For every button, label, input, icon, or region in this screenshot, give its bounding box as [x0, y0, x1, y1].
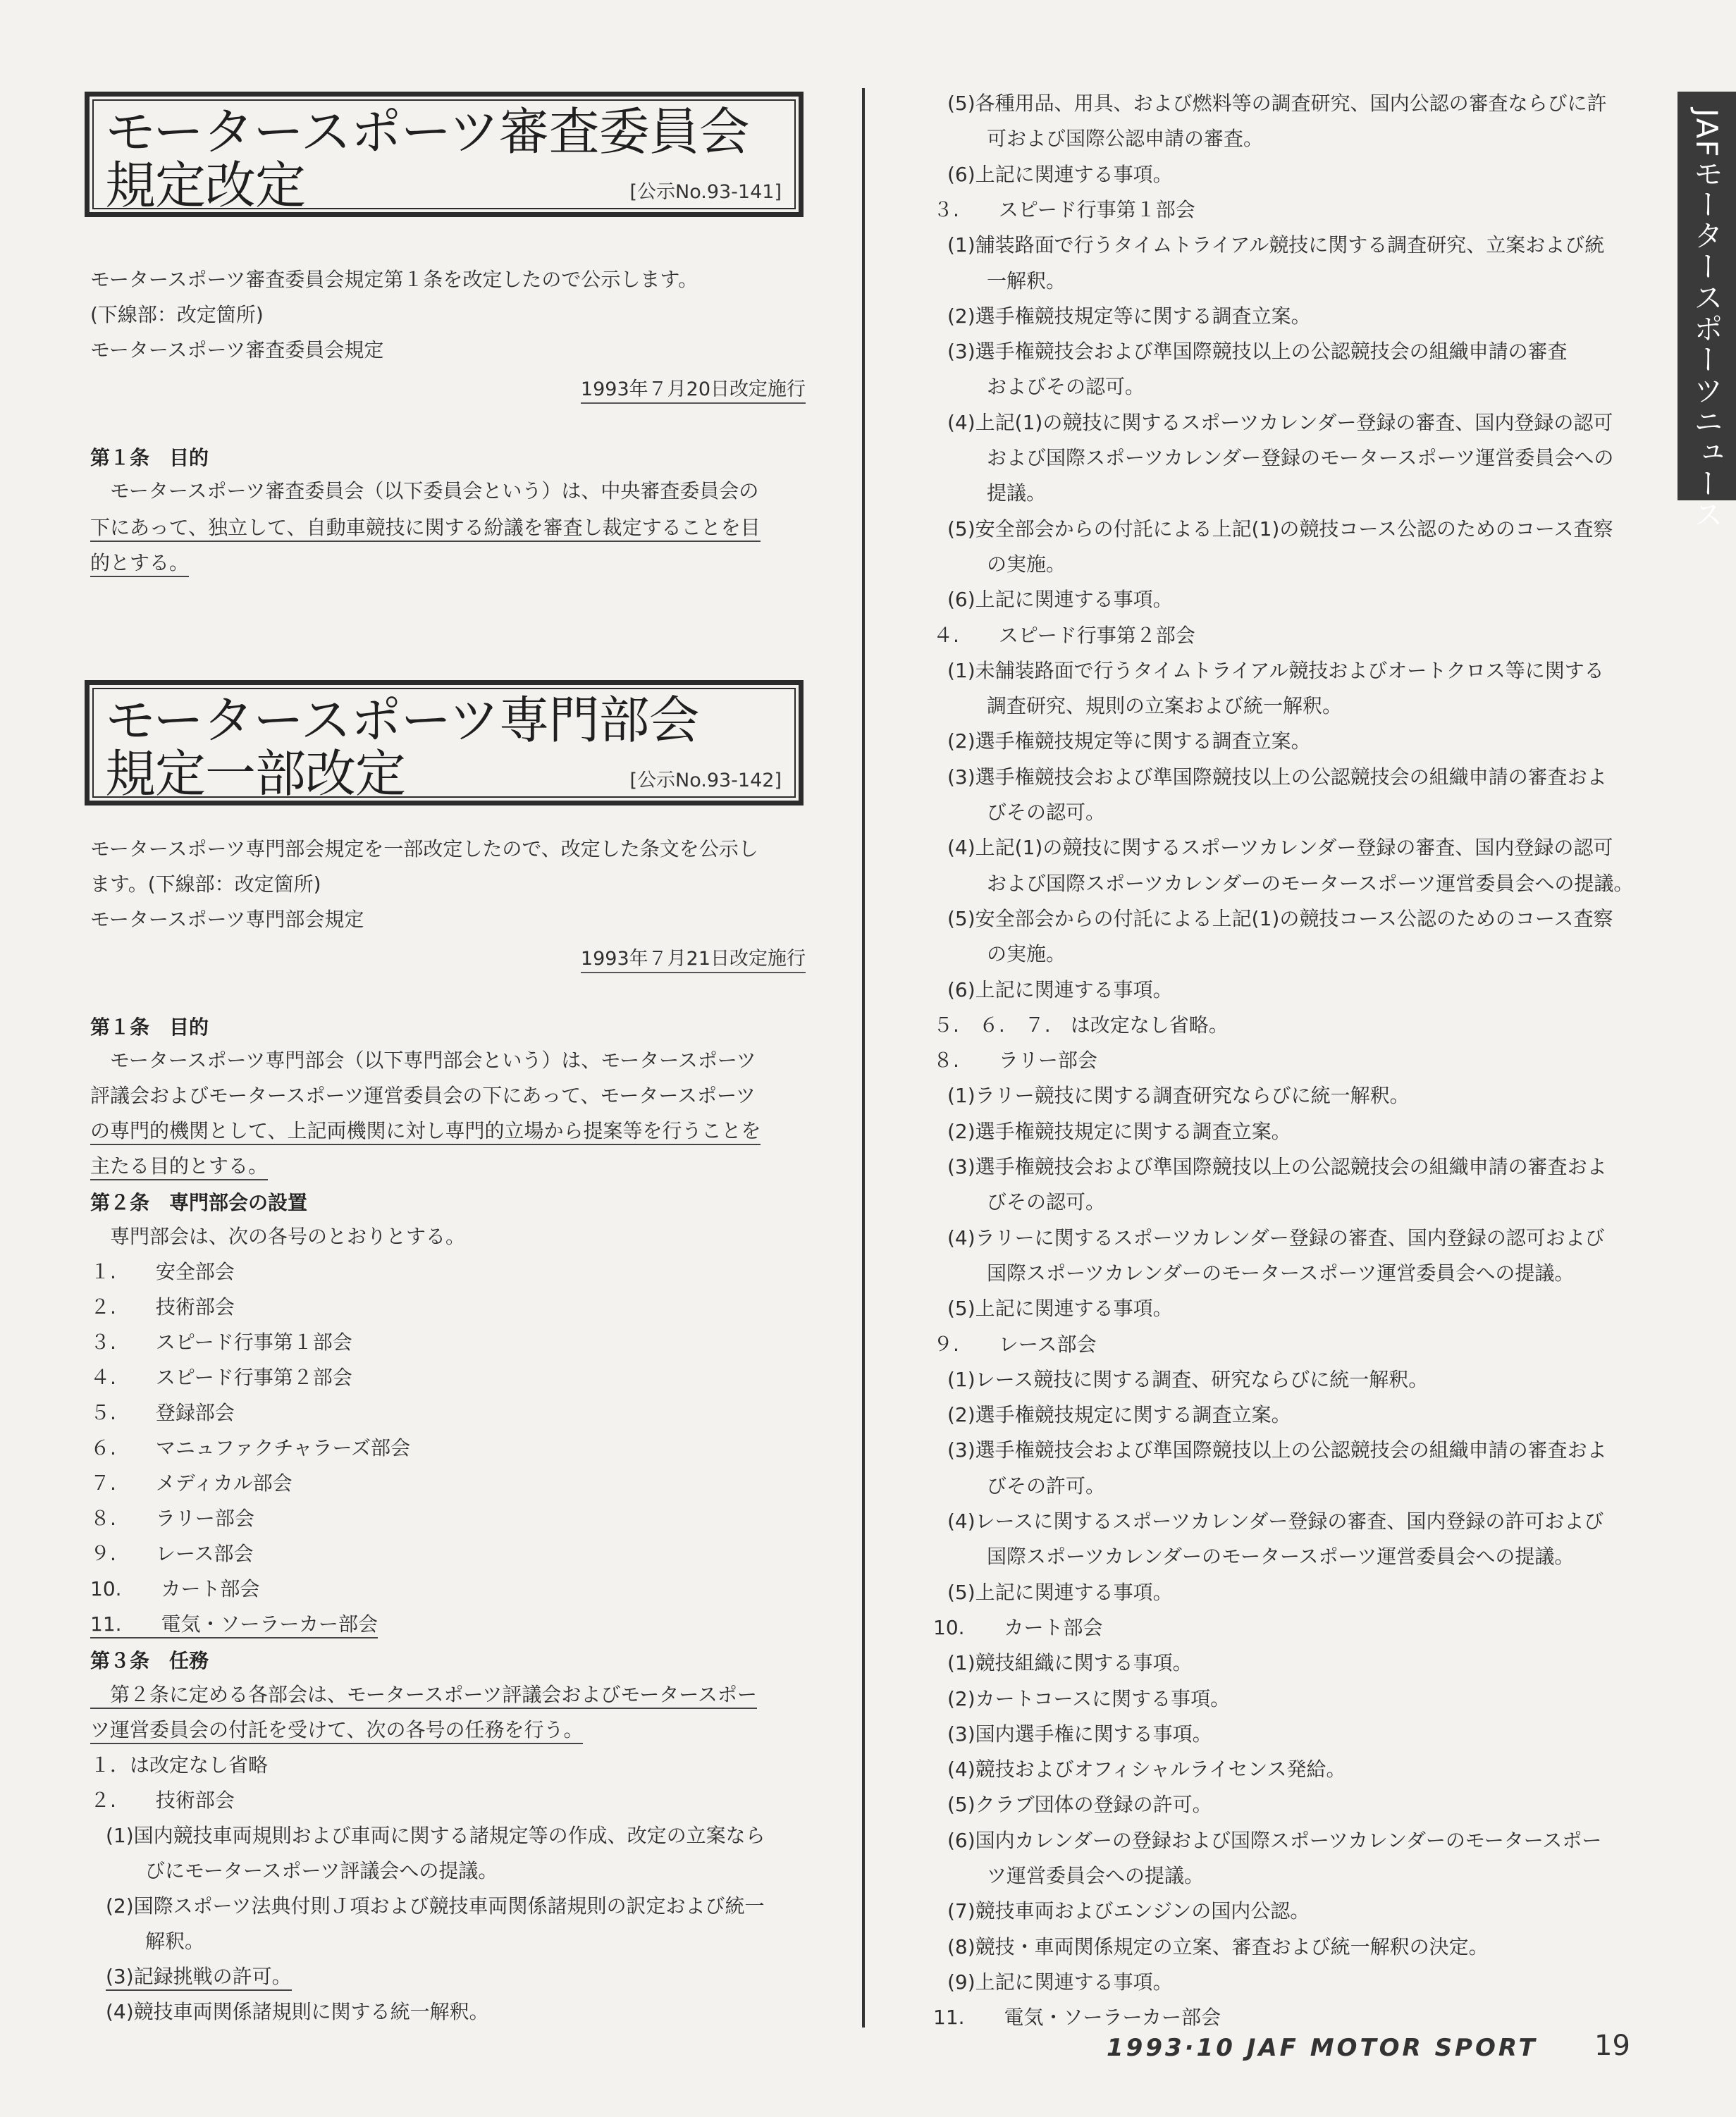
right-column-line: ５. ６. ７. は改定なし省略。 [933, 1013, 1229, 1037]
article3-item: (4)競技車両関係諸規則に関する統一解釈。 [106, 2000, 489, 2023]
article2-item: ８. ラリー部会 [90, 1507, 254, 1530]
section2-rule-name: モータースポーツ専門部会規定 [90, 908, 364, 931]
article3-item: １．は改定なし省略 [90, 1753, 269, 1777]
section2-notice-number: [公示No.93-142] [629, 770, 782, 791]
right-column-line: の実施。 [947, 552, 1066, 576]
right-column-line: (8)競技・車両関係規定の立案、審査および統一解釈の決定。 [947, 1934, 1489, 1958]
article3-item: (3)記録挑戦の許可。 [106, 1959, 292, 1994]
right-column-line: (7)競技車両およびエンジンの国内公認。 [947, 1899, 1310, 1923]
right-column-line: (3)選手権競技会および準国際競技以上の公認競技会の組織申請の審査およ [947, 765, 1607, 789]
right-column-line: (1)レース競技に関する調査、研究ならびに統一解釈。 [947, 1367, 1429, 1391]
article2-item: ４. スピード行事第２部会 [90, 1366, 352, 1389]
right-column-line: 調査研究、規則の立案および統一解釈。 [947, 694, 1343, 718]
right-column-line: および国際スポーツカレンダーのモータースポーツ運営委員会への提議。 [947, 871, 1634, 895]
right-column-line: (1)競技組織に関する事項。 [947, 1651, 1193, 1675]
section1-notice-number: [公示No.93-141] [629, 181, 782, 203]
side-tab-label: JAFモータースポーツニュース [1689, 109, 1724, 531]
section2-article3-heading: 第３条 任務 [90, 1649, 209, 1672]
right-column-line: (3)国内選手権に関する事項。 [947, 1722, 1212, 1746]
right-column-line: (4)レースに関するスポーツカレンダー登録の審査、国内登録の許可および [947, 1510, 1604, 1533]
section1-intro: モータースポーツ審査委員会規定第１条を改定したので公示します。 [90, 268, 698, 291]
article2-item: 11. 電気・ソーラーカー部会 [90, 1607, 378, 1642]
right-column-line: ４. スピード行事第２部会 [933, 623, 1195, 647]
right-column-line: (4)競技およびオフィシャルライセンス発給。 [947, 1758, 1346, 1782]
section1-article1-line: 的とする。 [90, 545, 189, 581]
section2-title-line2: 規定一部改定 [105, 744, 406, 803]
right-column-line: ツ運営委員会への提議。 [947, 1864, 1205, 1887]
section1-title-line2: 規定改定 [105, 156, 306, 215]
column-divider [862, 88, 865, 2027]
right-column-line: 10. カート部会 [933, 1615, 1103, 1639]
article2-item: ３. スピード行事第１部会 [90, 1331, 352, 1354]
right-column-line: ３. スピード行事第１部会 [933, 197, 1195, 221]
right-column-line: (1)ラリー競技に関する調査研究ならびに統一解釈。 [947, 1084, 1410, 1108]
right-column-line: びその認可。 [947, 1190, 1106, 1214]
article3-item: (2)国際スポーツ法典付則Ｊ項および競技車両関係諸規則の訳定および統一 [106, 1894, 765, 1918]
right-column-line: (5)安全部会からの付託による上記(1)の競技コース公認のためのコース査察 [947, 517, 1613, 541]
section2-article3-line: 第２条に定める各部会は、モータースポーツ評議会およびモータースポー [90, 1677, 757, 1712]
section2-article1-line: の専門的機関として、上記両機関に対し専門的立場から提案等を行うことを [90, 1113, 761, 1149]
right-column-line: 一解釈。 [947, 269, 1066, 292]
section-side-tab [1677, 92, 1736, 531]
right-column-line: およびその認可。 [947, 375, 1145, 399]
section2-article2-heading: 第２条 専門部会の設置 [90, 1191, 308, 1214]
section2-article3-line: ツ運営委員会の付託を受けて、次の各号の任務を行う。 [90, 1712, 583, 1748]
right-column-line: (3)選手権競技会および準国際競技以上の公認競技会の組織申請の審査およ [947, 1155, 1607, 1178]
right-column-line: (6)上記に関連する事項。 [947, 588, 1173, 612]
section1-article1-line: 下にあって、独立して、自動車競技に関する紛議を審査し裁定することを目 [90, 510, 761, 545]
right-column-line: (2)選手権競技規定等に関する調査立案。 [947, 304, 1311, 328]
article2-item: ２. 技術部会 [90, 1295, 235, 1319]
article2-item: ６. マニュファクチャラーズ部会 [90, 1436, 411, 1459]
section2-intro-line: モータースポーツ専門部会規定を一部改定したので、改定した条文を公示し [90, 837, 758, 860]
right-column-line: (2)選手権競技規定に関する調査立案。 [947, 1403, 1291, 1427]
right-column-line: ９. レース部会 [933, 1332, 1097, 1356]
right-column-line: (6)上記に関連する事項。 [947, 162, 1173, 186]
right-column-line: (2)選手権競技規定に関する調査立案。 [947, 1119, 1291, 1143]
right-column-line: (5)安全部会からの付託による上記(1)の競技コース公認のためのコース査察 [947, 906, 1613, 930]
section2-title-line1: モータースポーツ専門部会 [105, 691, 699, 750]
right-column-line: 提議。 [947, 481, 1047, 505]
right-column-line: (5)クラブ団体の登録の許可。 [947, 1793, 1212, 1817]
right-column-line: (4)上記(1)の競技に関するスポーツカレンダー登録の審査、国内登録の認可 [947, 836, 1613, 860]
section1-rule-name: モータースポーツ審査委員会規定 [90, 338, 384, 362]
section1-title-line1: モータースポーツ審査委員会 [105, 102, 749, 161]
article3-item: (1)国内競技車両規則および車両に関する諸規定等の作成、改定の立案なら [106, 1824, 765, 1847]
right-column-line: びその認可。 [947, 801, 1106, 824]
section1-article1-line: モータースポーツ審査委員会（以下委員会という）は、中央審査委員会の [90, 479, 759, 502]
section2-article2-intro: 専門部会は、次の各号のとおりとする。 [90, 1225, 466, 1248]
right-column-line: (3)選手権競技会および準国際競技以上の公認競技会の組織申請の審査およ [947, 1438, 1607, 1462]
article3-item: 解釈。 [106, 1930, 205, 1953]
article2-item: ７. メディカル部会 [90, 1471, 293, 1495]
section1-date: 1993年７月20日改定施行 [581, 374, 806, 401]
section1-article1-heading: 第１条 目的 [90, 446, 209, 469]
right-column-line: (5)上記に関連する事項。 [947, 1580, 1173, 1604]
section2-article1-line: 主たる目的とする。 [90, 1149, 268, 1184]
right-column-line: 国際スポーツカレンダーのモータースポーツ運営委員会への提議。 [947, 1261, 1575, 1285]
right-column-line: (4)上記(1)の競技に関するスポーツカレンダー登録の審査、国内登録の認可 [947, 410, 1613, 434]
right-column-line: の実施。 [947, 942, 1066, 966]
section2-article1-line: モータースポーツ専門部会（以下専門部会という）は、モータースポーツ [90, 1049, 756, 1072]
right-column-line: (5)上記に関連する事項。 [947, 1297, 1173, 1321]
section2-title-box [85, 680, 804, 806]
article2-item: ９. レース部会 [90, 1542, 254, 1565]
right-column-line: 可および国際公認申請の審査。 [947, 127, 1264, 151]
right-column-line: (6)上記に関連する事項。 [947, 977, 1173, 1001]
page-number: 19 [1594, 2030, 1630, 2062]
right-column-line: (2)選手権競技規定等に関する調査立案。 [947, 729, 1311, 753]
right-column-line: (3)選手権競技会および準国際競技以上の公認競技会の組織申請の審査 [947, 340, 1568, 364]
right-column-line: (9)上記に関連する事項。 [947, 1970, 1173, 1994]
article2-item: １. 安全部会 [90, 1260, 235, 1283]
right-column-line: (6)国内カレンダーの登録および国際スポーツカレンダーのモータースポー [947, 1828, 1602, 1852]
article3-item: びにモータースポーツ評議会への提議。 [106, 1859, 498, 1882]
right-column-line: ８. ラリー部会 [933, 1049, 1097, 1073]
right-column-line: および国際スポーツカレンダー登録のモータースポーツ運営委員会への [947, 446, 1614, 469]
section2-article1-line: 評議会およびモータースポーツ運営委員会の下にあって、モータースポーツ [90, 1084, 756, 1107]
right-column-line: (2)カートコースに関する事項。 [947, 1686, 1231, 1710]
right-column-line: (5)各種用品、用具、および燃料等の調査研究、国内公認の審査ならびに許 [947, 92, 1607, 115]
section1-note: (下線部：改定箇所) [90, 303, 264, 326]
footer-publication: 1993·10 JAF MOTOR SPORT [1107, 2034, 1538, 2062]
article2-item: ５. 登録部会 [90, 1401, 235, 1424]
right-column-line: 11. 電気・ソーラーカー部会 [933, 2006, 1221, 2030]
article3-item: ２. 技術部会 [90, 1789, 235, 1812]
article2-item: 10. カート部会 [90, 1577, 260, 1600]
section1-title-box [85, 92, 804, 217]
section2-article1-heading: 第１条 目的 [90, 1016, 209, 1039]
right-column-line: (4)ラリーに関するスポーツカレンダー登録の審査、国内登録の認可および [947, 1226, 1605, 1249]
section2-intro-line: ます。(下線部：改定箇所) [90, 872, 321, 896]
right-column-line: (1)未舗装路面で行うタイムトライアル競技およびオートクロス等に関する [947, 658, 1604, 682]
right-column-line: (1)舗装路面で行うタイムトライアル競技に関する調査研究、立案および統 [947, 233, 1605, 257]
section2-date: 1993年７月21日改定施行 [581, 943, 806, 970]
right-column-line: 国際スポーツカレンダーのモータースポーツ運営委員会への提議。 [947, 1545, 1575, 1569]
right-column-line: びその許可。 [947, 1474, 1106, 1498]
